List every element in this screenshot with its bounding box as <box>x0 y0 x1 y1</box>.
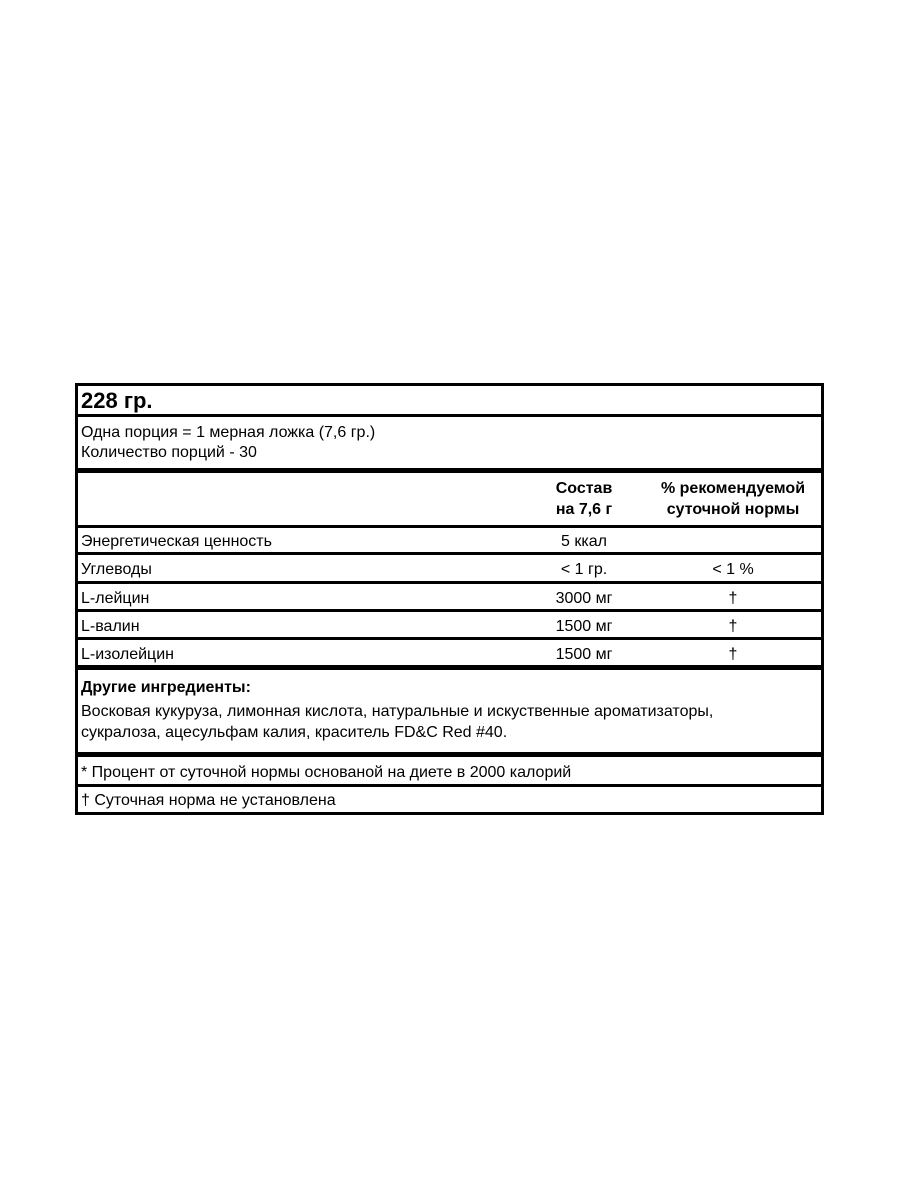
divider-row-3 <box>78 609 821 612</box>
row-leucine-amount: 3000 мг <box>555 590 613 607</box>
row-leucine-name: L-лейцин <box>81 590 150 607</box>
other-ingredients-title: Другие ингредиенты: <box>81 679 251 696</box>
row-isoleucine-dv: † <box>728 646 738 663</box>
header-dv-line1: % рекомендуемой <box>660 480 806 497</box>
divider-row-2 <box>78 581 821 584</box>
divider-header <box>78 525 821 528</box>
other-ingredients-line1: Восковая кукуруза, лимонная кислота, натуральные и искуственные ароматизаторы, <box>81 703 714 720</box>
row-valine-name: L-валин <box>81 618 140 635</box>
row-leucine-dv: † <box>728 590 738 607</box>
other-ingredients-line2: сукралоза, ацесульфам калия, краситель FD&C Red #40. <box>81 724 508 741</box>
row-isoleucine-name: L-изолейцин <box>81 646 174 663</box>
footnote-daily-value: * Процент от суточной нормы основаной на диете в 2000 калорий <box>81 764 572 781</box>
divider-row-1 <box>78 552 821 555</box>
footnote-dagger: † Суточная норма не установлена <box>81 792 336 809</box>
package-weight: 228 гр. <box>81 388 153 413</box>
row-isoleucine-amount: 1500 мг <box>555 646 613 663</box>
nutrition-facts-label <box>75 383 824 815</box>
divider-row-5 <box>78 665 821 670</box>
divider-footnote <box>78 784 821 787</box>
row-valine-dv: † <box>728 618 738 635</box>
row-energy-amount: 5 ккал <box>561 533 607 550</box>
row-carbs-amount: < 1 гр. <box>560 561 608 578</box>
divider-weight <box>78 414 821 417</box>
divider-ingredients <box>78 752 821 757</box>
divider-row-4 <box>78 637 821 640</box>
row-carbs-name: Углеводы <box>81 561 152 578</box>
row-energy-name: Энергетическая ценность <box>81 533 272 550</box>
row-carbs-dv: < 1 % <box>712 561 754 578</box>
serving-size: Одна порция = 1 мерная ложка (7,6 гр.) <box>81 424 376 441</box>
header-amount-line2: на 7,6 г <box>555 501 613 518</box>
header-dv-line2: суточной нормы <box>666 501 800 518</box>
divider-serving <box>78 468 821 473</box>
header-amount <box>526 481 642 518</box>
header-amount-line1: Состав <box>555 480 613 497</box>
row-valine-amount: 1500 мг <box>555 618 613 635</box>
servings-count: Количество порций - 30 <box>81 444 257 461</box>
header-daily-value <box>648 481 818 518</box>
